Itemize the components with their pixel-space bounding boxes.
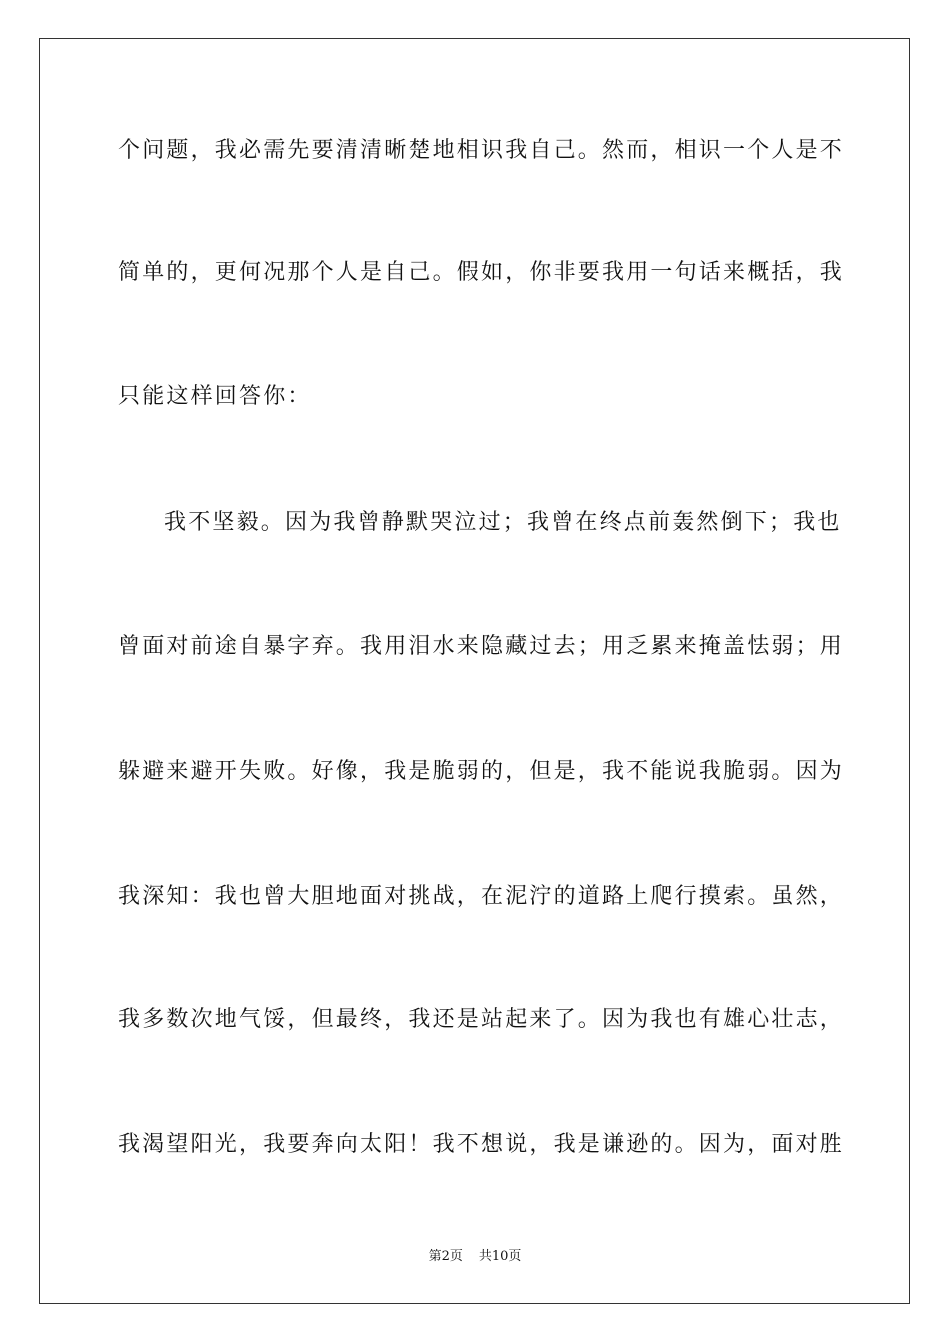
text-line-3: 只能这样回答你： bbox=[118, 384, 312, 409]
text-line-4: 我不坚毅。因为我曾静默哭泣过；我曾在终点前轰然倒下；我也 bbox=[164, 510, 842, 535]
text-line-5: 曾面对前途自暴字弃。我用泪水来隐藏过去；用乏累来掩盖怯弱；用 bbox=[118, 634, 845, 659]
text-line-9: 我渴望阳光，我要奔向太阳！我不想说，我是谦逊的。因为，面对胜 bbox=[118, 1132, 845, 1157]
page-total: 共10页 bbox=[478, 1249, 522, 1264]
page-footer bbox=[0, 1248, 950, 1266]
page-border bbox=[39, 38, 910, 1304]
page-number: 第2页 bbox=[428, 1249, 463, 1264]
text-line-2: 简单的，更何况那个人是自己。假如，你非要我用一句话来概括，我 bbox=[118, 260, 845, 285]
text-line-1: 个问题，我必需先要清清晰楚地相识我自己。然而，相识一个人是不 bbox=[118, 138, 845, 163]
text-line-7: 我深知：我也曾大胆地面对挑战，在泥泞的道路上爬行摸索。虽然， bbox=[118, 884, 845, 909]
text-line-6: 躲避来避开失败。好像，我是脆弱的，但是，我不能说我脆弱。因为 bbox=[118, 759, 845, 784]
text-line-8: 我多数次地气馁，但最终，我还是站起来了。因为我也有雄心壮志， bbox=[118, 1007, 845, 1032]
